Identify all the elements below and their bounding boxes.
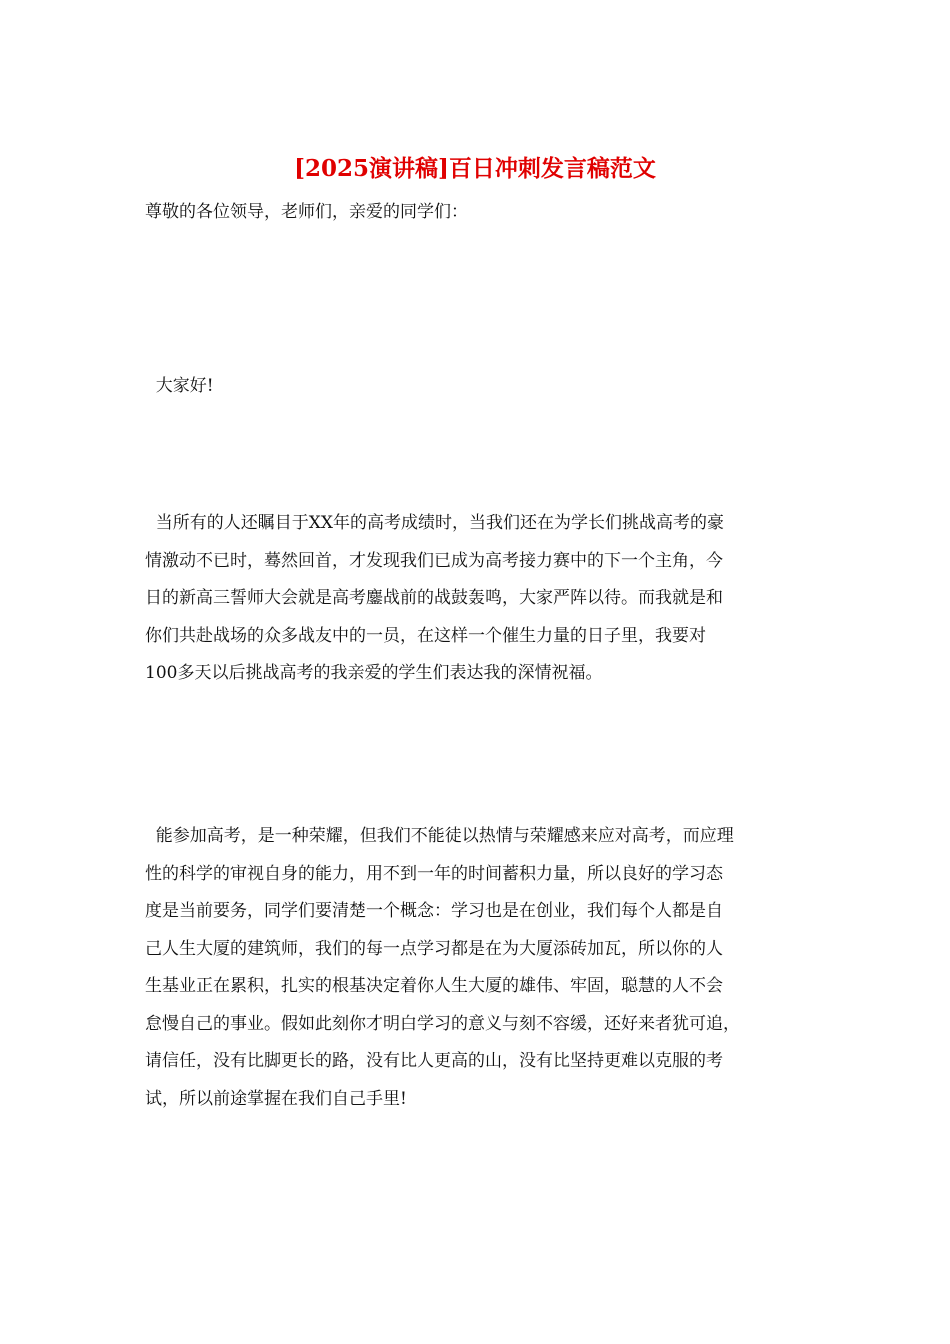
document-title: [2025演讲稿]百日冲刺发言稿范文 (294, 155, 656, 182)
paragraph-line: 己人生大厦的建筑师，我们的每一点学习都是在为大厦添砖加瓦，所以你的人 (145, 938, 723, 959)
paragraph-line: 试，所以前途掌握在我们自己手里! (145, 1088, 407, 1109)
paragraph-line: 你们共赴战场的众多战友中的一员，在这样一个催生力量的日子里，我要对 (145, 625, 706, 646)
paragraph-line: 性的科学的审视自身的能力，用不到一年的时间蓄积力量，所以良好的学习态 (145, 863, 723, 884)
paragraph-line: 生基业正在累积，扎实的根基决定着你人生大厦的雄伟、牢固，聪慧的人不会 (145, 976, 723, 996)
paragraph-line: 怠慢自己的事业。假如此刻你才明白学习的意义与刻不容缓，还好来者犹可追， (145, 1013, 740, 1034)
paragraph-intro (145, 505, 807, 693)
paragraph-line: 大家好! (145, 376, 214, 396)
paragraph-line: 日的新高三誓师大会就是高考鏖战前的战鼓轰鸣，大家严阵以待。而我就是和 (145, 588, 723, 608)
paragraph-line: 情激动不已时，蓦然回首，才发现我们已成为高考接力赛中的下一个主角，今 (145, 550, 723, 571)
paragraph-line: 度是当前要务，同学们要清楚一个概念：学习也是在创业，我们每个人都是自 (145, 901, 723, 921)
paragraph-line: 当所有的人还瞩目于XX年的高考成绩时，当我们还在为学长们挑战高考的豪 (145, 513, 725, 533)
paragraph-line: 请信任，没有比脚更长的路，没有比人更高的山，没有比坚持更难以克服的考 (145, 1051, 723, 1071)
paragraph-line: 能参加高考，是一种荣耀，但我们不能徒以热情与荣耀感来应对高考，而应理 (145, 826, 734, 846)
paragraph-greeting (145, 368, 807, 406)
paragraph-body (145, 818, 807, 1118)
salutation: 尊敬的各位领导，老师们，亲爱的同学们： (145, 202, 468, 222)
paragraph-line: 100多天以后挑战高考的我亲爱的学生们表达我的深情祝福。 (145, 663, 603, 683)
